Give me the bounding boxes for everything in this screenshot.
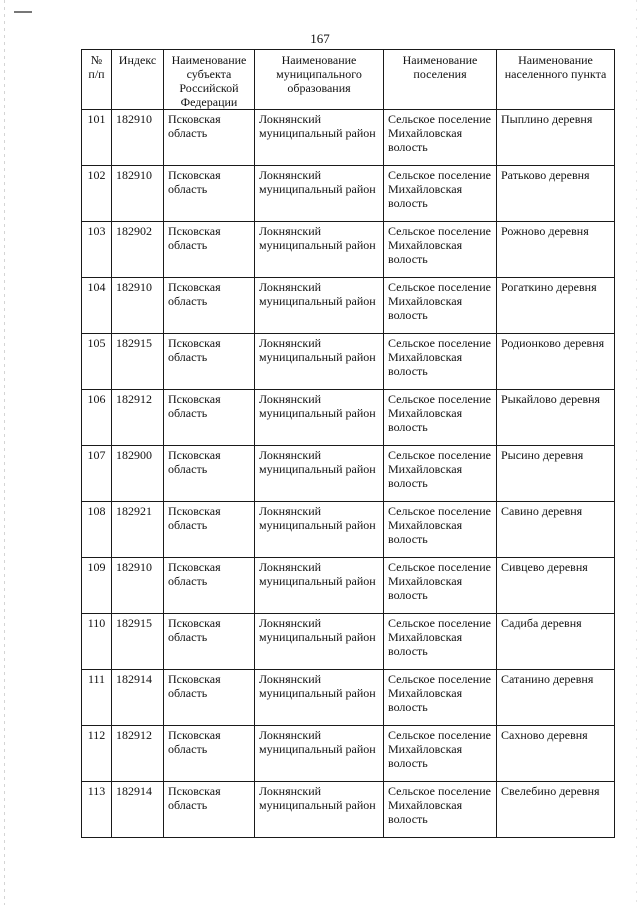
cell-index: 182910 (112, 110, 164, 166)
table-row (82, 558, 615, 614)
table-row (82, 502, 615, 558)
cell-subject: Псковская область (164, 334, 255, 390)
table-row (82, 334, 615, 390)
page-number: 167 (310, 31, 330, 46)
cell-index: 182912 (112, 390, 164, 446)
cell-settlement: Сельское поселение Михайловская волость (384, 278, 497, 334)
cell-index: 182914 (112, 782, 164, 838)
cell-settlement: Сельское поселение Михайловская волость (384, 334, 497, 390)
cell-index: 182910 (112, 278, 164, 334)
cell-locality: Сивцево деревня (497, 558, 615, 614)
cell-settlement: Сельское поселение Михайловская волость (384, 782, 497, 838)
cell-settlement: Сельское поселение Михайловская волость (384, 166, 497, 222)
table-row (82, 278, 615, 334)
cell-locality: Сатанино деревня (497, 670, 615, 726)
cell-subject: Псковская область (164, 670, 255, 726)
cell-municipality: Локнянский муниципальный район (255, 614, 384, 670)
header-number: № п/п (82, 50, 112, 110)
cell-locality: Свелебино деревня (497, 782, 615, 838)
header-municipality: Наименование муниципального образования (255, 50, 384, 110)
cell-locality: Садиба деревня (497, 614, 615, 670)
header-subject: Наименование субъекта Российской Федерации (164, 50, 255, 110)
cell-municipality: Локнянский муниципальный район (255, 166, 384, 222)
cell-locality: Рыкайлово деревня (497, 390, 615, 446)
cell-subject: Псковская область (164, 726, 255, 782)
cell-subject: Псковская область (164, 558, 255, 614)
cell-index: 182915 (112, 614, 164, 670)
cell-locality: Ратьково деревня (497, 166, 615, 222)
table-row (82, 782, 615, 838)
cell-settlement: Сельское поселение Михайловская волость (384, 726, 497, 782)
cell-municipality: Локнянский муниципальный район (255, 110, 384, 166)
cell-municipality: Локнянский муниципальный район (255, 334, 384, 390)
cell-settlement: Сельское поселение Михайловская волость (384, 558, 497, 614)
cell-number: 113 (82, 782, 112, 838)
cell-number: 101 (82, 110, 112, 166)
cell-municipality: Локнянский муниципальный район (255, 278, 384, 334)
table-row (82, 222, 615, 278)
header-locality: Наименование населенного пункта (497, 50, 615, 110)
cell-subject: Псковская область (164, 390, 255, 446)
cell-number: 105 (82, 334, 112, 390)
cell-index: 182910 (112, 166, 164, 222)
cell-number: 112 (82, 726, 112, 782)
table-header (82, 50, 615, 110)
cell-index: 182902 (112, 222, 164, 278)
cell-subject: Псковская область (164, 278, 255, 334)
scan-left-edge (4, 0, 5, 905)
cell-subject: Псковская область (164, 222, 255, 278)
table-row (82, 390, 615, 446)
cell-index: 182914 (112, 670, 164, 726)
cell-settlement: Сельское поселение Михайловская волость (384, 614, 497, 670)
table-row (82, 614, 615, 670)
settlements-table (81, 49, 615, 838)
cell-municipality: Локнянский муниципальный район (255, 558, 384, 614)
cell-municipality: Локнянский муниципальный район (255, 726, 384, 782)
cell-number: 106 (82, 390, 112, 446)
cell-locality: Рожново деревня (497, 222, 615, 278)
cell-index: 182910 (112, 558, 164, 614)
cell-locality: Сахново деревня (497, 726, 615, 782)
table-row (82, 446, 615, 502)
cell-municipality: Локнянский муниципальный район (255, 670, 384, 726)
cell-locality: Пыплино деревня (497, 110, 615, 166)
cell-subject: Псковская область (164, 446, 255, 502)
cell-number: 104 (82, 278, 112, 334)
cell-index: 182921 (112, 502, 164, 558)
cell-subject: Псковская область (164, 782, 255, 838)
header-row (82, 50, 615, 110)
cell-settlement: Сельское поселение Михайловская волость (384, 110, 497, 166)
cell-locality: Рогаткино деревня (497, 278, 615, 334)
cell-index: 182900 (112, 446, 164, 502)
header-settlement: Наименование поселения (384, 50, 497, 110)
cell-locality: Савино деревня (497, 502, 615, 558)
cell-number: 103 (82, 222, 112, 278)
cell-number: 111 (82, 670, 112, 726)
table-row (82, 110, 615, 166)
cell-number: 102 (82, 166, 112, 222)
cell-subject: Псковская область (164, 166, 255, 222)
cell-municipality: Локнянский муниципальный район (255, 446, 384, 502)
cell-settlement: Сельское поселение Михайловская волость (384, 446, 497, 502)
table-row (82, 726, 615, 782)
cell-municipality: Локнянский муниципальный район (255, 222, 384, 278)
cell-subject: Псковская область (164, 502, 255, 558)
cell-settlement: Сельское поселение Михайловская волость (384, 390, 497, 446)
cell-subject: Псковская область (164, 614, 255, 670)
cell-number: 107 (82, 446, 112, 502)
scan-mark (14, 11, 32, 13)
cell-municipality: Локнянский муниципальный район (255, 390, 384, 446)
cell-settlement: Сельское поселение Михайловская волость (384, 222, 497, 278)
cell-index: 182912 (112, 726, 164, 782)
cell-municipality: Локнянский муниципальный район (255, 502, 384, 558)
cell-locality: Родионково деревня (497, 334, 615, 390)
cell-settlement: Сельское поселение Михайловская волость (384, 670, 497, 726)
cell-number: 108 (82, 502, 112, 558)
cell-municipality: Локнянский муниципальный район (255, 782, 384, 838)
cell-locality: Рысино деревня (497, 446, 615, 502)
cell-settlement: Сельское поселение Михайловская волость (384, 502, 497, 558)
cell-index: 182915 (112, 334, 164, 390)
table-body (82, 110, 615, 838)
table-row (82, 670, 615, 726)
cell-subject: Псковская область (164, 110, 255, 166)
scan-right-edge (636, 0, 637, 905)
header-index: Индекс (112, 50, 164, 110)
cell-number: 109 (82, 558, 112, 614)
cell-number: 110 (82, 614, 112, 670)
table-row (82, 166, 615, 222)
